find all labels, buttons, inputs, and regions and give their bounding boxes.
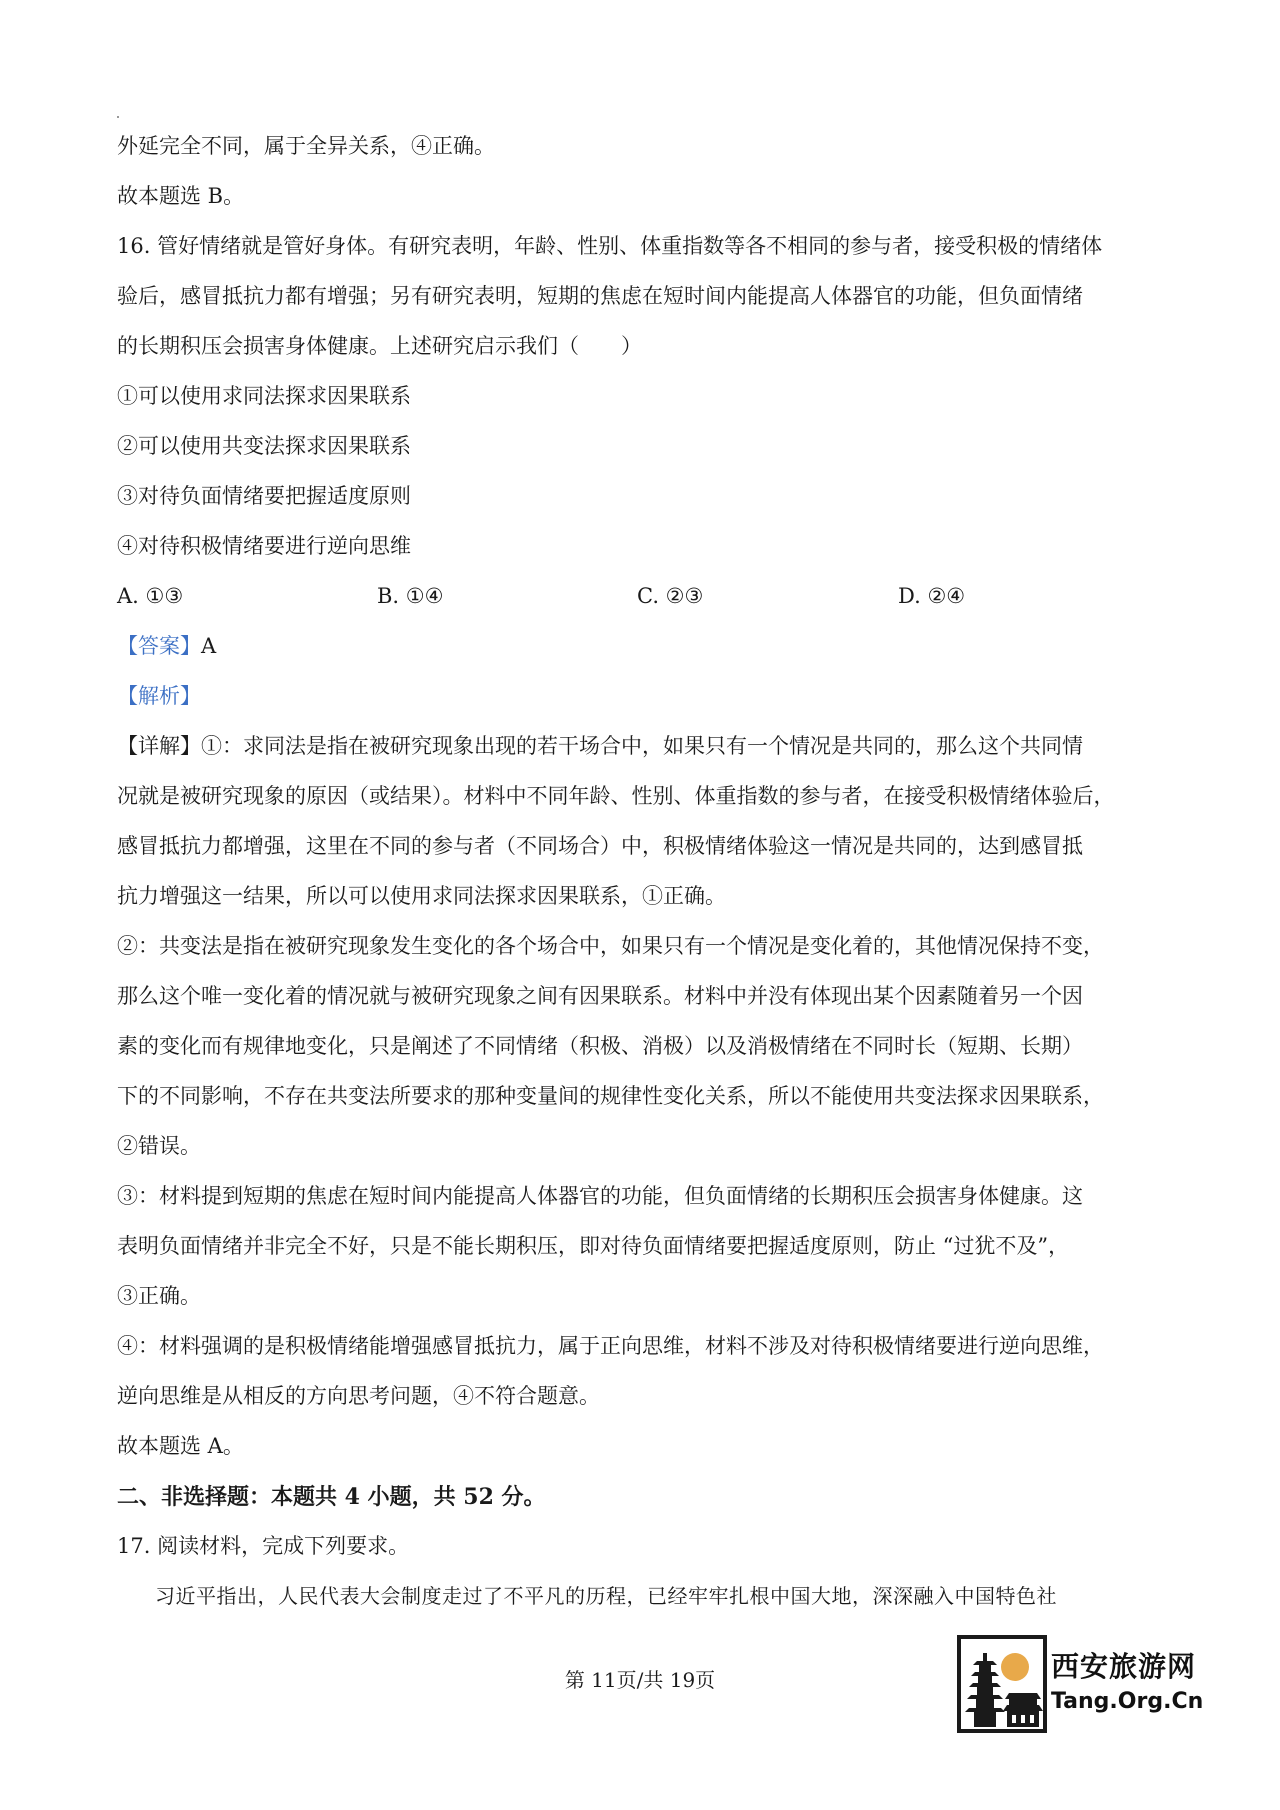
pagoda-icon [957,1635,1047,1733]
statement-1: ①可以使用求同法探求因果联系 [117,384,411,408]
question-16-stem: 16. 管好情绪就是管好身体。有研究表明，年龄、性别、体重指数等各不相同的参与者，接受积极的情绪体 [117,234,1103,258]
question-16-stem: 验后，感冒抵抗力都有增强；另有研究表明，短期的焦虑在短时间内能提高人体器官的功能，但负面情绪 [117,284,1083,308]
detail-line: 况就是被研究现象的原因（或结果）。材料中不同年龄、性别、体重指数的参与者，在接受积极情绪体验后， [117,784,1115,808]
logo-title: 西安旅游网 [1051,1650,1197,1683]
answer-label: 【答案】 [117,634,201,658]
statement-2: ②可以使用共变法探求因果联系 [117,434,411,458]
detail-line: 感冒抵抗力都增强，这里在不同的参与者（不同场合）中，积极情绪体验这一情况是共同的，达到感冒抵 [117,834,1083,858]
site-logo [957,1635,1207,1733]
detail-line: 逆向思维是从相反的方向思考问题，④不符合题意。 [117,1384,600,1408]
statement-4: ④对待积极情绪要进行逆向思维 [117,534,411,558]
material-text: 习近平指出，人民代表大会制度走过了不平凡的历程，已经牢牢扎根中国大地，深深融入中国特色社 [155,1584,1057,1608]
question-16-stem: 的长期积压会损害身体健康。上述研究启示我们（ ） [117,334,642,358]
answer-line [117,634,216,659]
question-17-stem: 17. 阅读材料，完成下列要求。 [117,1534,410,1558]
text-line: 故本题选 B。 [117,184,245,208]
detail-line: 故本题选 A。 [117,1434,244,1458]
text-line: 外延完全不同，属于全异关系，④正确。 [117,134,495,158]
answer-value: A [201,634,217,658]
detail-line: 【详解】①：求同法是指在被研究现象出现的若干场合中，如果只有一个情况是共同的，那么这个共同情 [117,734,1083,758]
detail-line: ③正确。 [117,1284,201,1308]
logo-url: Tang.Org.Cn [1051,1689,1204,1714]
detail-line: 那么这个唯一变化着的情况就与被研究现象之间有因果联系。材料中并没有体现出某个因素随着另一个因 [117,984,1083,1008]
option-c: C. ②③ [637,584,704,608]
page-footer: 第 11页/共 19页 [564,1668,716,1692]
option-a: A. ①③ [117,584,184,608]
statement-3: ③对待负面情绪要把握适度原则 [117,484,411,508]
detail-line: ④：材料强调的是积极情绪能增强感冒抵抗力，属于正向思维，材料不涉及对待积极情绪要进行逆向思维， [117,1334,1104,1358]
detail-line: 素的变化而有规律地变化，只是阐述了不同情绪（积极、消极）以及消极情绪在不同时长（短期、长期） [117,1034,1083,1058]
option-d: D. ②④ [898,584,966,608]
detail-label: 【详解】 [117,734,201,758]
corner-mark [117,116,119,118]
detail-line: ②错误。 [117,1134,201,1158]
detail-line: ②：共变法是指在被研究现象发生变化的各个场合中，如果只有一个情况是变化着的，其他情况保持不变， [117,934,1104,958]
analysis-label: 【解析】 [117,684,201,708]
detail-line: 表明负面情绪并非完全不好，只是不能长期积压，即对待负面情绪要把握适度原则，防止 “过犹不及”， [117,1234,1070,1258]
detail-line: 抗力增强这一结果，所以可以使用求同法探求因果联系，①正确。 [117,884,726,908]
option-b: B. ①④ [377,584,444,608]
detail-line: ③：材料提到短期的焦虑在短时间内能提高人体器官的功能，但负面情绪的长期积压会损害身体健康。这 [117,1184,1083,1208]
detail-line: 下的不同影响，不存在共变法所要求的那种变量间的规律性变化关系，所以不能使用共变法探求因果联系， [117,1084,1104,1108]
section-heading: 二、非选择题：本题共 4 小题，共 52 分。 [117,1484,546,1510]
